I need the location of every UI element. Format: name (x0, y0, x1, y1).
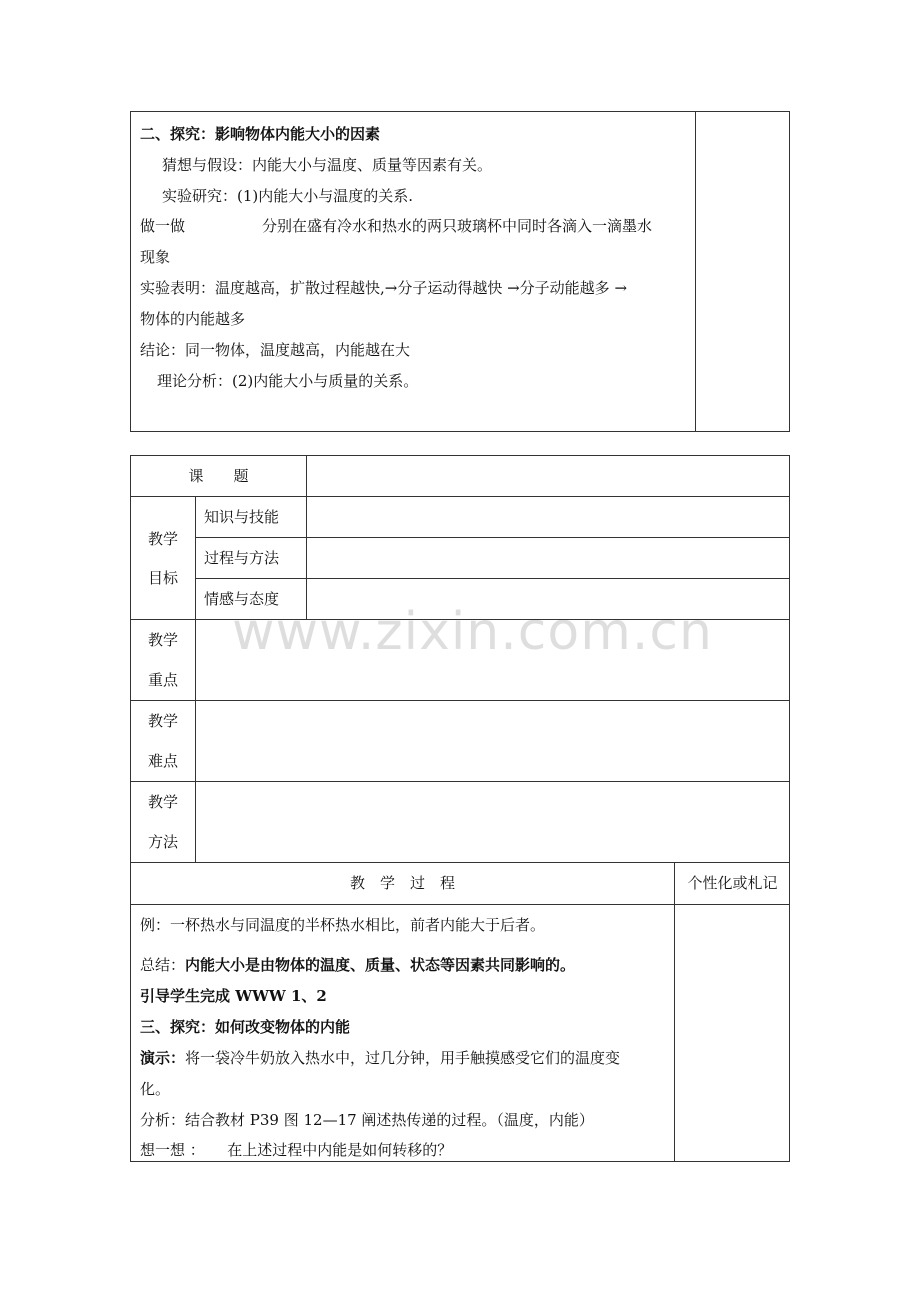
section1-do-text: 分别在盛有冷水和热水的两只玻璃杯中同时各滴入一滴墨水 (262, 217, 653, 235)
section1-result1: 实验表明：温度越高，扩散过程越快,→分子运动得越快 →分子动能越多 → (140, 279, 628, 297)
demo-line (140, 1048, 620, 1068)
section1-result2: 物体的内能越多 (140, 310, 246, 328)
row-line (130, 496, 790, 497)
row-line (130, 904, 790, 905)
demo-text2: 化。 (140, 1080, 171, 1098)
section1-hypothesis: 猜想与假设：内能大小与温度、质量等因素有关。 (162, 156, 493, 174)
section1-do-text2: 现象 (140, 248, 171, 266)
row-line (195, 578, 790, 579)
section1-theory: 理论分析：(2)内能大小与质量的关系。 (157, 372, 419, 390)
watermark: www.zixin.com.cn (232, 602, 713, 662)
difficult-label-2: 难点 (147, 752, 178, 770)
summary-line (140, 955, 575, 975)
row-line (130, 781, 790, 782)
difficult-label-1: 教学 (147, 712, 178, 730)
key-label-1: 教学 (147, 631, 178, 649)
section1-do-label: 做一做 (140, 217, 186, 235)
section1-title: 二、探究：影响物体内能大小的因素 (140, 125, 381, 143)
row-line (130, 700, 790, 701)
emotion-label: 情感与态度 (204, 590, 280, 608)
method-label-2: 方法 (147, 833, 178, 851)
process-method-label: 过程与方法 (204, 549, 280, 567)
method-label-1: 教学 (147, 793, 178, 811)
summary-text: 内能大小是由物体的温度、质量、状态等因素共同影响的。 (185, 956, 576, 974)
example-text: 例：一杯热水与同温度的半杯热水相比，前者内能大于后者。 (140, 916, 546, 934)
section1-notes-divider (695, 111, 696, 432)
col-line (195, 496, 196, 862)
guide-text: 引导学生完成 WWW 1、2 (140, 987, 327, 1005)
section1-experiment: 实验研究：(1)内能大小与温度的关系. (162, 187, 414, 205)
think-text: 想一想 ： 在上述过程中内能是如何转移的？ (140, 1141, 453, 1159)
col-line (674, 862, 675, 1162)
section1-conclusion: 结论：同一物体，温度越高，内能越在大 (140, 341, 411, 359)
section3-title: 三、探究：如何改变物体的内能 (140, 1018, 351, 1036)
row-line (130, 862, 790, 863)
notes-header: 个性化或札记 (687, 874, 778, 892)
knowledge-label: 知识与技能 (204, 508, 280, 526)
demo-label: 演示： (140, 1049, 186, 1067)
teaching-process-header: 教 学 过 程 (349, 874, 455, 892)
analysis-text: 分析：结合教材 P39 图 12—17 阐述热传递的过程。（温度，内能） (140, 1111, 594, 1129)
row-line (195, 537, 790, 538)
goals-label-1: 教学 (147, 530, 178, 548)
goals-label-2: 目标 (147, 569, 178, 587)
key-label-2: 重点 (147, 671, 178, 689)
demo-text: 将一袋冷牛奶放入热水中，过几分钟，用手触摸感受它们的温度变 (185, 1049, 621, 1067)
summary-label: 总结： (140, 956, 186, 974)
topic-label: 课 题 (188, 467, 249, 485)
col-line (306, 455, 307, 619)
